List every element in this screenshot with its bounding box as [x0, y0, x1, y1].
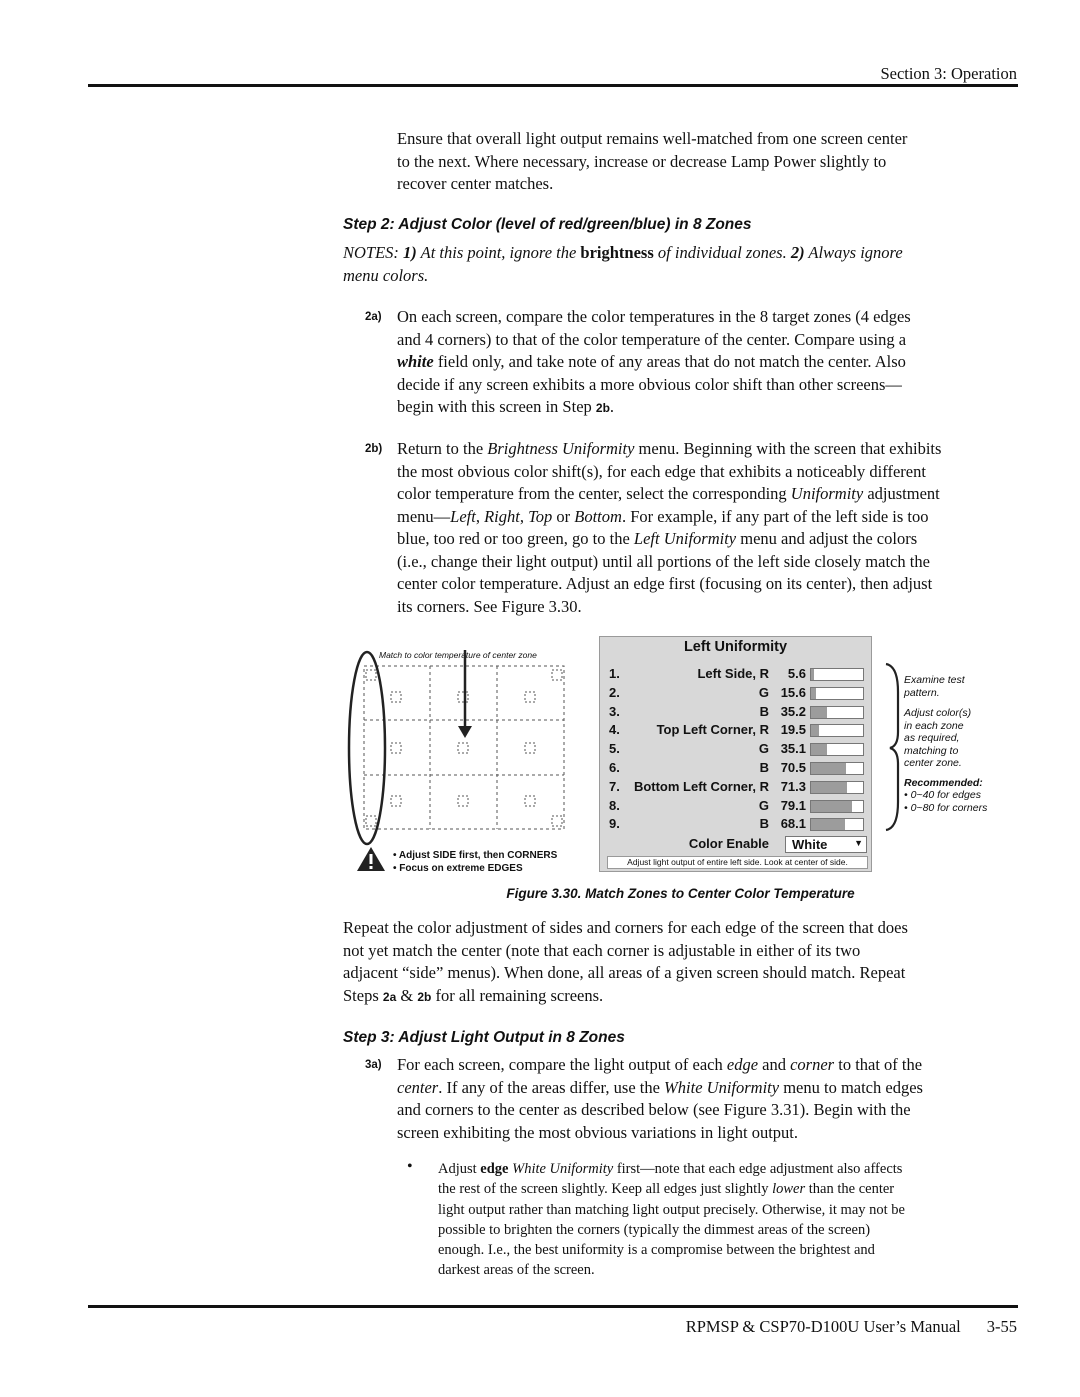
- menu-row-label: Bottom Left Corner, R: [633, 778, 769, 794]
- screen-zone-diagram: [340, 640, 580, 880]
- menu-row-slider-fill: [811, 763, 846, 774]
- menu-row[interactable]: [600, 703, 871, 722]
- menu-row[interactable]: [600, 759, 871, 778]
- bullet-text: Adjust edge White Uniformity first—note that each edge adjustment also affects the rest of the screen slightly. Keep all edges just slightly lower than the center light output rather than matching light output precisely. Otherwise, it may not be possible to brighten the corners (typically the dimmest areas of the screen) enough. I.e., the best uniformity is a compromise between the brightest and darkest areas of the screen.: [438, 1161, 905, 1279]
- color-enable-label: Color Enable: [688, 836, 769, 851]
- menu-row-label: G: [758, 684, 769, 700]
- menu-row-slider[interactable]: [810, 762, 864, 775]
- menu-row-number: 9.: [609, 816, 620, 832]
- menu-row-value: 71.3: [780, 778, 806, 794]
- menu-row-slider[interactable]: [810, 743, 864, 756]
- warning-icon: [355, 845, 387, 873]
- footer-rule: [88, 1305, 1018, 1308]
- step-2b-text: Return to the Brightness Uniformity menu. Beginning with the screen that exhibits the most obvious color shift(s), for each edge that exhibits a noticeably different color temperature from the center, select the corresponding Uniformity adjustment menu—Left, Right, Top or Bottom. For example, if any part of the left side is too blue, too red or too green, go to the Left Uniformity menu and adjust the colors (i.e., change their light output) until all portions of the left side closely match the center color temperature. Adjust an edge first (focusing on its center), then adjust its corners. See Figure 3.30.: [397, 439, 942, 616]
- menu-row-value: 70.5: [780, 760, 806, 775]
- menu-row[interactable]: [600, 665, 871, 684]
- menu-row-slider-fill: [811, 744, 827, 755]
- menu-row-value: 79.1: [780, 797, 806, 813]
- menu-row-slider[interactable]: [810, 668, 864, 681]
- step-3a-label: 3a): [365, 1059, 382, 1071]
- brace-icon: [884, 662, 902, 832]
- menu-row-slider[interactable]: [810, 724, 864, 737]
- menu-row-slider-fill: [811, 782, 847, 793]
- menu-row-value: 35.1: [780, 741, 806, 757]
- menu-row-slider-fill: [811, 669, 814, 680]
- menu-row-number: 1.: [609, 666, 620, 681]
- menu-row-label: B: [759, 816, 769, 832]
- warning-notes: • Adjust SIDE first, then CORNERS • Focus on extreme EDGES: [393, 850, 558, 874]
- menu-row-number: 6.: [609, 760, 620, 775]
- menu-row-label: B: [759, 703, 769, 719]
- menu-row-number: 4.: [609, 722, 620, 738]
- step-2a-label: 2a): [365, 311, 382, 323]
- menu-row[interactable]: [600, 797, 871, 816]
- menu-row-value: 68.1: [780, 816, 806, 832]
- step-3a-text: For each screen, compare the light output of each edge and corner to that of the center. If any of the areas differ, use the White Uniformity menu to match edges and corners to the center as described below (see Figure 3.31). Begin with the screen exhibiting the most obvious variations in light output.: [397, 1055, 923, 1142]
- step3-heading: Step 3: Adjust Light Output in 8 Zones: [343, 1029, 625, 1046]
- page-footer: RPMSP & CSP70-D100U User’s Manual 3-55: [685, 1317, 1017, 1336]
- menu-row[interactable]: [600, 778, 871, 797]
- menu-status-line: Adjust light output of entire left side. Look at center of side.: [607, 856, 868, 869]
- menu-row-label: G: [758, 797, 769, 813]
- menu-row-slider[interactable]: [810, 781, 864, 794]
- intro-line: to the next. Where necessary, increase or decrease Lamp Power slightly to: [397, 151, 887, 171]
- menu-row-slider-fill: [811, 819, 845, 830]
- menu-row[interactable]: [600, 684, 871, 703]
- intro-line: Ensure that overall light output remains well-matched from one screen center: [397, 129, 908, 148]
- menu-row-value: 35.2: [780, 703, 806, 719]
- menu-row-slider[interactable]: [810, 687, 864, 700]
- menu-title: Left Uniformity: [683, 639, 788, 655]
- menu-row-label: Top Left Corner, R: [656, 722, 769, 738]
- menu-row-slider[interactable]: [810, 818, 864, 831]
- menu-row-value: 19.5: [780, 722, 806, 738]
- menu-row-slider-fill: [811, 707, 827, 718]
- step-2a-text: On each screen, compare the color temperatures in the 8 target zones (4 edges and 4 corners) to that of the color temperature of the center. Compare using a white field only, and take note of any areas that do not match the center. Also decide if any screen exhibits a more obvious color shift than other screens— begin with this screen in Step 2b.: [397, 307, 911, 416]
- menu-row-label: G: [758, 741, 769, 757]
- menu-row-value: 15.6: [780, 684, 806, 700]
- menu-row-slider[interactable]: [810, 800, 864, 813]
- intro-line: recover center matches.: [397, 174, 554, 193]
- menu-row-value: 5.6: [787, 666, 806, 681]
- menu-row-number: 5.: [609, 741, 620, 757]
- bullet-icon: •: [407, 1158, 413, 1175]
- menu-row-number: 2.: [609, 684, 620, 700]
- menu-row-slider-fill: [811, 725, 819, 736]
- menu-row-label: B: [759, 760, 769, 775]
- section-header: Section 3: Operation: [880, 64, 1017, 83]
- menu-row-label: Left Side, R: [697, 666, 769, 681]
- menu-row-slider-fill: [811, 801, 852, 812]
- step2-notes: NOTES: 1) At this point, ignore the brightness of individual zones. 2) Always ignore menu colors.: [343, 243, 903, 285]
- match-label: Match to color temperature of center zone: [379, 650, 537, 660]
- intro-paragraph: [397, 128, 1017, 196]
- color-enable-select[interactable]: White ▼: [785, 836, 867, 853]
- repeat-paragraph: Repeat the color adjustment of sides and corners for each edge of the screen that does not yet match the center (note that each corner is adjustable in either of its two adjacent “side” menus). When done, all areas of a given screen should match. Repeat Steps 2a & 2b for all remaining screens.: [343, 918, 908, 1005]
- menu-row-number: 8.: [609, 797, 620, 813]
- menu-row-number: 7.: [609, 778, 620, 794]
- step2-heading: Step 2: Adjust Color (level of red/green/blue) in 8 Zones: [343, 216, 752, 233]
- menu-row[interactable]: [600, 740, 871, 759]
- menu-row-number: 3.: [609, 703, 620, 719]
- header-rule: [88, 84, 1018, 87]
- side-notes: Examine test pattern. Adjust color(s) in each zone as required, matching to center zone. Recommended: • 0~40 for edges • 0~80 for corners: [904, 674, 988, 814]
- dropdown-arrow-icon: ▼: [854, 838, 863, 848]
- menu-row[interactable]: [600, 721, 871, 740]
- menu-row[interactable]: [600, 815, 871, 834]
- menu-row-slider-fill: [811, 688, 816, 699]
- left-uniformity-menu: [599, 636, 872, 872]
- step-2b-label: 2b): [365, 443, 383, 455]
- menu-row-slider[interactable]: [810, 706, 864, 719]
- figure-caption: Figure 3.30. Match Zones to Center Color Temperature: [506, 886, 855, 901]
